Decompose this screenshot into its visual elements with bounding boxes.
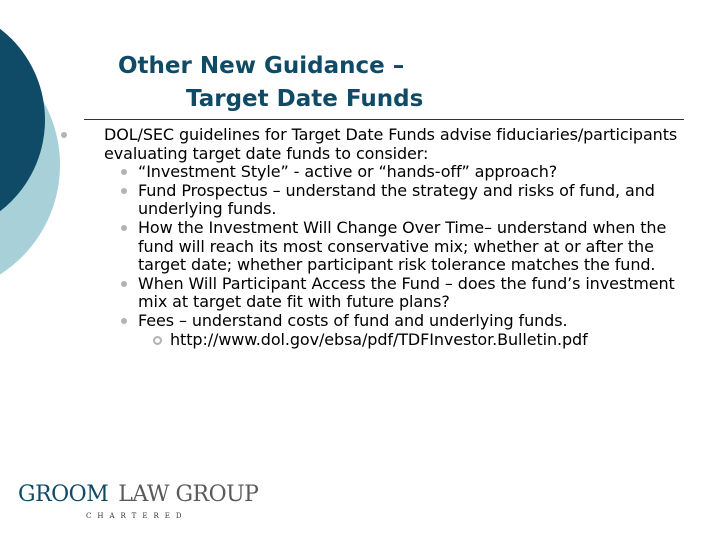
logo-tagline: CHARTERED — [86, 512, 188, 520]
sub-bullet-item — [138, 163, 704, 182]
sub-sub-bullet-item — [170, 331, 704, 350]
bullet-list — [104, 126, 704, 349]
sub-bullet-text: Fees – understand costs of fund and underlying funds. — [138, 310, 568, 330]
title-divider — [84, 119, 684, 120]
bullet-dot-icon — [61, 132, 67, 138]
slide-title-line-1: Other New Guidance – — [118, 53, 405, 79]
bullet-dot-icon — [121, 281, 127, 287]
logo-wordmark — [18, 482, 258, 508]
bulletin-link: http://www.dol.gov/ebsa/pdf/TDFInvestor.Bulletin.pdf — [170, 329, 588, 349]
bullet-ring-icon — [153, 336, 162, 345]
sub-bullet-text: Fund Prospectus – understand the strategy and risks of fund, and underlying funds. — [138, 180, 655, 219]
sub-bullet-item — [138, 275, 704, 312]
sub-bullet-item — [138, 182, 704, 219]
slide-title-line-2: Target Date Funds — [186, 86, 424, 112]
groom-law-group-logo — [18, 482, 259, 520]
sub-bullet-item — [138, 312, 704, 331]
sub-bullet-text: When Will Participant Access the Fund – does the fund’s investment mix at target date fit with future plans? — [138, 273, 675, 312]
sub-bullet-text: “Investment Style” - active or “hands-off” approach? — [138, 162, 558, 182]
bullet-item — [104, 126, 704, 163]
logo-name-part-1: GROOM — [18, 482, 109, 507]
sub-bullet-item — [138, 219, 704, 275]
bullet-dot-icon — [121, 188, 127, 194]
sub-bullet-text: How the Investment Will Change Over Time– understand when the fund will reach its most conservative mix; whether at or after the target date; whether participant risk tolerance matches the fund. — [138, 217, 667, 275]
bullet-text: DOL/SEC guidelines for Target Date Funds advise fiduciaries/participants evaluating target date funds to consider: — [104, 125, 678, 163]
bullet-dot-icon — [121, 225, 127, 231]
logo-name-part-2: LAW GROUP — [118, 482, 259, 507]
bullet-dot-icon — [121, 169, 127, 175]
bullet-dot-icon — [121, 318, 127, 324]
